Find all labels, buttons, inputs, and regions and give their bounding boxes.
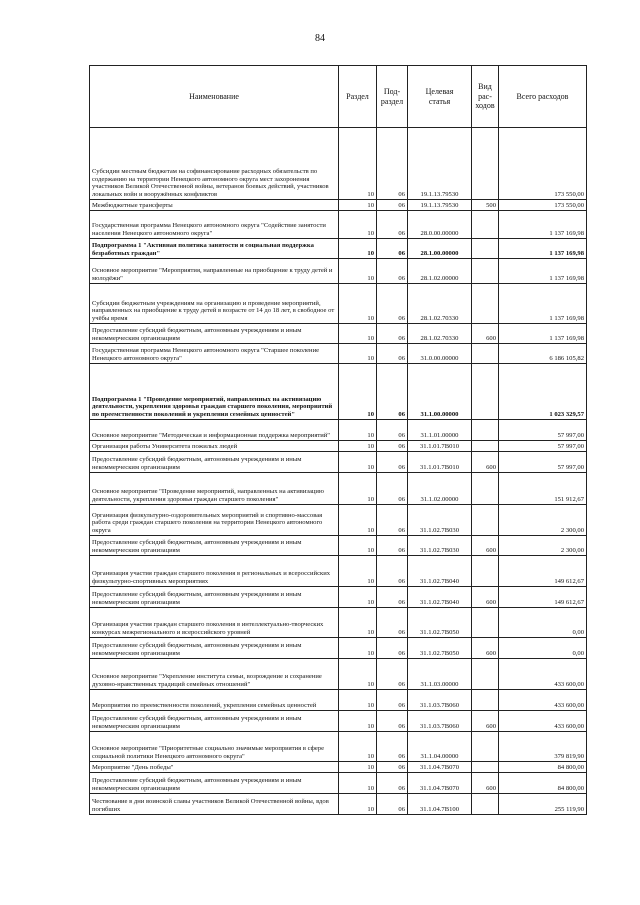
row-subsection-cell: 06 xyxy=(377,638,408,659)
row-kind-cell xyxy=(472,794,499,815)
row-section-cell: 10 xyxy=(339,200,377,211)
row-article-cell: 31.1.04.7B070 xyxy=(408,762,472,773)
row-kind-cell xyxy=(472,762,499,773)
row-total-cell: 1 137 169,98 xyxy=(499,239,587,259)
row-name-cell: Предоставление субсидий бюджетным, автономным учреждениям и иным некоммерческим организациям xyxy=(90,587,339,608)
row-kind-cell: 600 xyxy=(472,587,499,608)
table-row xyxy=(90,794,587,815)
row-section-cell: 10 xyxy=(339,364,377,420)
row-section-cell: 10 xyxy=(339,211,377,239)
row-section-cell: 10 xyxy=(339,473,377,505)
row-kind-cell xyxy=(472,505,499,536)
row-name-cell: Основное мероприятие "Проведение мероприятий, направленных на активизацию деятельности, укрепления здоровья граждан старшего поколения" xyxy=(90,473,339,505)
row-kind-cell xyxy=(472,608,499,638)
row-kind-cell xyxy=(472,473,499,505)
table-row xyxy=(90,239,587,259)
table-row xyxy=(90,536,587,556)
row-total-cell: 173 550,00 xyxy=(499,128,587,200)
row-total-cell: 0,00 xyxy=(499,608,587,638)
row-total-cell: 1 137 169,98 xyxy=(499,211,587,239)
row-subsection-cell: 06 xyxy=(377,659,408,690)
table-row xyxy=(90,473,587,505)
row-article-cell: 31.1.04.7B100 xyxy=(408,794,472,815)
row-subsection-cell: 06 xyxy=(377,732,408,762)
row-kind-cell xyxy=(472,441,499,452)
table-row xyxy=(90,659,587,690)
row-name-cell: Основное мероприятие "Приоритетные социально значимые мероприятия в сфере социальной политики Ненецкого автономного округа" xyxy=(90,732,339,762)
row-section-cell: 10 xyxy=(339,505,377,536)
table-row xyxy=(90,711,587,732)
table-row xyxy=(90,441,587,452)
table-row xyxy=(90,762,587,773)
row-total-cell: 57 997,00 xyxy=(499,441,587,452)
row-section-cell: 10 xyxy=(339,441,377,452)
row-name-cell: Основное мероприятие "Методическая и информационная поддержка мероприятий" xyxy=(90,420,339,441)
row-section-cell: 10 xyxy=(339,324,377,344)
row-section-cell: 10 xyxy=(339,762,377,773)
table-row xyxy=(90,259,587,284)
row-subsection-cell: 06 xyxy=(377,556,408,587)
row-subsection-cell: 06 xyxy=(377,420,408,441)
table-row xyxy=(90,284,587,324)
row-article-cell: 31.1.02.7B030 xyxy=(408,505,472,536)
row-subsection-cell: 06 xyxy=(377,608,408,638)
row-name-cell: Подпрограмма 1 "Проведение мероприятий, направленных на активизацию деятельности, укрепления здоровья граждан старшего поколения, мероприятий по преемственности поколений и укрепления семейных ценностей" xyxy=(90,364,339,420)
row-kind-cell xyxy=(472,420,499,441)
row-section-cell: 10 xyxy=(339,284,377,324)
row-subsection-cell: 06 xyxy=(377,536,408,556)
row-total-cell: 57 997,00 xyxy=(499,452,587,473)
table-row xyxy=(90,732,587,762)
row-article-cell: 31.1.03.00000 xyxy=(408,659,472,690)
table-row xyxy=(90,324,587,344)
row-subsection-cell: 06 xyxy=(377,211,408,239)
row-section-cell: 10 xyxy=(339,690,377,711)
col-header-subsection: Под- раздел xyxy=(377,66,408,128)
row-article-cell: 28.0.00.00000 xyxy=(408,211,472,239)
row-article-cell: 31.1.02.7B050 xyxy=(408,638,472,659)
row-section-cell: 10 xyxy=(339,420,377,441)
table-row xyxy=(90,211,587,239)
row-subsection-cell: 06 xyxy=(377,259,408,284)
row-kind-cell xyxy=(472,344,499,364)
row-section-cell: 10 xyxy=(339,608,377,638)
row-kind-cell xyxy=(472,239,499,259)
row-subsection-cell: 06 xyxy=(377,344,408,364)
row-section-cell: 10 xyxy=(339,556,377,587)
row-name-cell: Государственная программа Ненецкого автономного округа "Содействие занятости населения Ненецкого автономного округа" xyxy=(90,211,339,239)
row-article-cell: 28.1.02.70330 xyxy=(408,324,472,344)
row-section-cell: 10 xyxy=(339,128,377,200)
row-section-cell: 10 xyxy=(339,711,377,732)
row-article-cell: 31.1.04.7B070 xyxy=(408,773,472,794)
row-article-cell: 31.1.02.7B030 xyxy=(408,536,472,556)
col-header-total: Всего расходов xyxy=(499,66,587,128)
row-subsection-cell: 06 xyxy=(377,200,408,211)
row-section-cell: 10 xyxy=(339,259,377,284)
table-row xyxy=(90,773,587,794)
table-body xyxy=(90,128,587,815)
row-kind-cell xyxy=(472,556,499,587)
row-kind-cell xyxy=(472,364,499,420)
row-subsection-cell: 06 xyxy=(377,773,408,794)
page-number: 84 xyxy=(315,33,325,44)
row-total-cell: 57 997,00 xyxy=(499,420,587,441)
row-kind-cell: 600 xyxy=(472,773,499,794)
row-total-cell: 149 612,67 xyxy=(499,587,587,608)
row-subsection-cell: 06 xyxy=(377,239,408,259)
table-row xyxy=(90,452,587,473)
row-total-cell: 379 819,90 xyxy=(499,732,587,762)
row-subsection-cell: 06 xyxy=(377,128,408,200)
col-header-kind: Вид рас- ходов xyxy=(472,66,499,128)
row-total-cell: 84 800,00 xyxy=(499,762,587,773)
row-name-cell: Мероприятия по преемственности поколений, укрепления семейных ценностей xyxy=(90,690,339,711)
table-row xyxy=(90,364,587,420)
row-kind-cell: 500 xyxy=(472,200,499,211)
row-article-cell: 31.1.00.00000 xyxy=(408,364,472,420)
row-article-cell: 31.1.01.00000 xyxy=(408,420,472,441)
row-kind-cell xyxy=(472,732,499,762)
row-total-cell: 149 612,67 xyxy=(499,556,587,587)
row-total-cell: 433 600,00 xyxy=(499,711,587,732)
row-kind-cell: 600 xyxy=(472,638,499,659)
row-article-cell: 31.1.02.7B040 xyxy=(408,556,472,587)
row-kind-cell xyxy=(472,659,499,690)
row-total-cell: 433 600,00 xyxy=(499,690,587,711)
row-section-cell: 10 xyxy=(339,659,377,690)
row-name-cell: Организация участия граждан старшего поколения в региональных и всероссийских физкультурно-спортивных мероприятиях xyxy=(90,556,339,587)
row-kind-cell xyxy=(472,690,499,711)
row-total-cell: 2 300,00 xyxy=(499,536,587,556)
row-article-cell: 19.1.13.79530 xyxy=(408,128,472,200)
table-row xyxy=(90,587,587,608)
row-name-cell: Предоставление субсидий бюджетным, автономным учреждениям и иным некоммерческим организациям xyxy=(90,536,339,556)
table-row xyxy=(90,420,587,441)
row-subsection-cell: 06 xyxy=(377,505,408,536)
row-total-cell: 1 023 329,57 xyxy=(499,364,587,420)
row-kind-cell xyxy=(472,259,499,284)
row-name-cell: Мероприятие "День победы" xyxy=(90,762,339,773)
row-total-cell: 1 137 169,98 xyxy=(499,284,587,324)
row-total-cell: 173 550,00 xyxy=(499,200,587,211)
table-row xyxy=(90,608,587,638)
row-name-cell: Организация работы Университета пожилых людей xyxy=(90,441,339,452)
row-kind-cell xyxy=(472,211,499,239)
row-subsection-cell: 06 xyxy=(377,441,408,452)
row-section-cell: 10 xyxy=(339,452,377,473)
row-section-cell: 10 xyxy=(339,732,377,762)
row-name-cell: Межбюджетные трансферты xyxy=(90,200,339,211)
table-row xyxy=(90,556,587,587)
row-article-cell: 31.1.02.7B050 xyxy=(408,608,472,638)
row-name-cell: Организация физкультурно-оздоровительных мероприятий и спортивно-массовая работа среди граждан старшего поколения на территории Ненецкого автономного округа xyxy=(90,505,339,536)
row-kind-cell xyxy=(472,284,499,324)
table-row xyxy=(90,690,587,711)
row-article-cell: 31.1.02.7B040 xyxy=(408,587,472,608)
row-total-cell: 255 119,90 xyxy=(499,794,587,815)
table-header-row xyxy=(90,66,587,128)
row-subsection-cell: 06 xyxy=(377,587,408,608)
row-total-cell: 1 137 169,98 xyxy=(499,259,587,284)
table-row xyxy=(90,638,587,659)
row-section-cell: 10 xyxy=(339,344,377,364)
row-total-cell: 151 912,67 xyxy=(499,473,587,505)
row-kind-cell: 600 xyxy=(472,452,499,473)
row-section-cell: 10 xyxy=(339,587,377,608)
row-name-cell: Предоставление субсидий бюджетным, автономным учреждениям и иным некоммерческим организациям xyxy=(90,711,339,732)
row-article-cell: 28.1.02.00000 xyxy=(408,259,472,284)
row-article-cell: 28.1.00.00000 xyxy=(408,239,472,259)
row-subsection-cell: 06 xyxy=(377,473,408,505)
row-subsection-cell: 06 xyxy=(377,762,408,773)
row-name-cell: Субсидии бюджетным учреждениям на организацию и проведение мероприятий, направленных на приобщение к труду детей в возрасте от 14 до 18 лет, в свободное от учёбы время xyxy=(90,284,339,324)
row-article-cell: 19.1.13.79530 xyxy=(408,200,472,211)
table-row xyxy=(90,200,587,211)
row-name-cell: Предоставление субсидий бюджетным, автономным учреждениям и иным некоммерческим организациям xyxy=(90,638,339,659)
row-kind-cell: 600 xyxy=(472,711,499,732)
row-total-cell: 2 300,00 xyxy=(499,505,587,536)
row-name-cell: Основное мероприятие "Укрепление института семьи, возрождение и сохранение духовно-нравственных традиций семейных отношений" xyxy=(90,659,339,690)
row-section-cell: 10 xyxy=(339,536,377,556)
row-section-cell: 10 xyxy=(339,638,377,659)
row-subsection-cell: 06 xyxy=(377,364,408,420)
col-header-name: Наименование xyxy=(90,66,339,128)
row-total-cell: 6 186 105,82 xyxy=(499,344,587,364)
row-article-cell: 31.1.03.7B060 xyxy=(408,711,472,732)
row-name-cell: Предоставление субсидий бюджетным, автономным учреждениям и иным некоммерческим организациям xyxy=(90,452,339,473)
row-name-cell: Государственная программа Ненецкого автономного округа "Старшее поколение Ненецкого автономного округа" xyxy=(90,344,339,364)
row-article-cell: 31.1.01.7B010 xyxy=(408,441,472,452)
row-article-cell: 31.1.03.7B060 xyxy=(408,690,472,711)
row-name-cell: Предоставление субсидий бюджетным, автономным учреждениям и иным некоммерческим организациям xyxy=(90,773,339,794)
row-subsection-cell: 06 xyxy=(377,794,408,815)
row-article-cell: 31.0.00.00000 xyxy=(408,344,472,364)
row-total-cell: 1 137 169,98 xyxy=(499,324,587,344)
row-section-cell: 10 xyxy=(339,794,377,815)
row-total-cell: 84 800,00 xyxy=(499,773,587,794)
row-article-cell: 28.1.02.70330 xyxy=(408,284,472,324)
col-header-article: Целевая статья xyxy=(408,66,472,128)
row-subsection-cell: 06 xyxy=(377,324,408,344)
col-header-section: Раздел xyxy=(339,66,377,128)
row-subsection-cell: 06 xyxy=(377,711,408,732)
table-row xyxy=(90,344,587,364)
row-subsection-cell: 06 xyxy=(377,284,408,324)
row-name-cell: Основное мероприятие "Мероприятия, направленные на приобщение к труду детей и молодёжи" xyxy=(90,259,339,284)
row-kind-cell: 600 xyxy=(472,324,499,344)
table-row xyxy=(90,128,587,200)
row-subsection-cell: 06 xyxy=(377,690,408,711)
budget-table xyxy=(89,65,587,815)
row-name-cell: Подпрограмма 1 "Активная политика занятости и социальная поддержка безработных граждан" xyxy=(90,239,339,259)
row-total-cell: 0,00 xyxy=(499,638,587,659)
row-name-cell: Предоставление субсидий бюджетным, автономным учреждениям и иным некоммерческим организациям xyxy=(90,324,339,344)
row-kind-cell: 600 xyxy=(472,536,499,556)
row-article-cell: 31.1.01.7B010 xyxy=(408,452,472,473)
row-kind-cell xyxy=(472,128,499,200)
table-row xyxy=(90,505,587,536)
row-name-cell: Чествование в дни воинской славы участников Великой Отечественной войны, вдов погибших xyxy=(90,794,339,815)
row-name-cell: Субсидии местным бюджетам на софинансирование расходных обязательств по содержанию на территории Ненецкого автономного округа мест захоронения участников Великой Отечественной войны, ветеранов боевых действий, участников локальных войн и вооружённых конфликтов xyxy=(90,128,339,200)
row-section-cell: 10 xyxy=(339,239,377,259)
row-article-cell: 31.1.04.00000 xyxy=(408,732,472,762)
row-subsection-cell: 06 xyxy=(377,452,408,473)
row-total-cell: 433 600,00 xyxy=(499,659,587,690)
row-name-cell: Организация участия граждан старшего поколения в интеллектуально-творческих конкурсах межрегионального и всероссийского уровней xyxy=(90,608,339,638)
row-article-cell: 31.1.02.00000 xyxy=(408,473,472,505)
row-section-cell: 10 xyxy=(339,773,377,794)
